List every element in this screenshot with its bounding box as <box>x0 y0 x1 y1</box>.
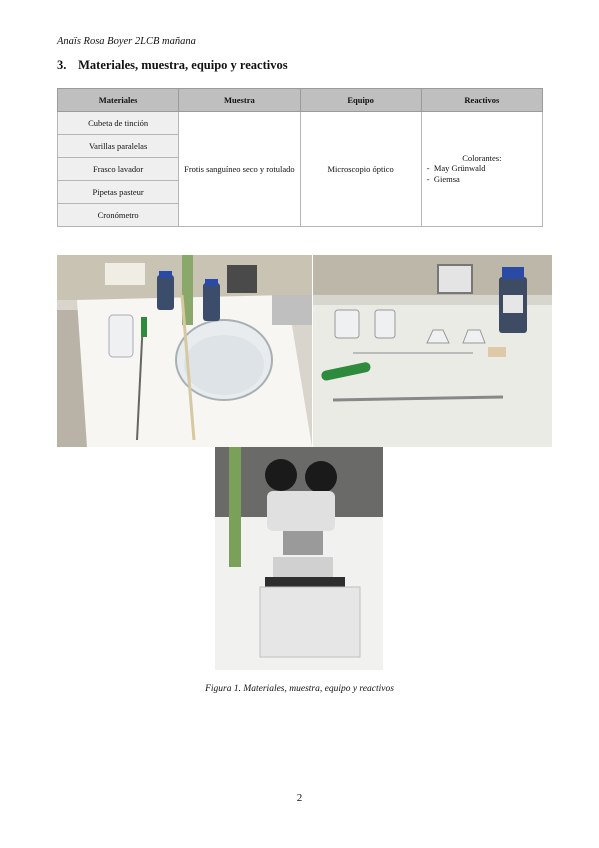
muestra-cell: Frotis sanguíneo seco y rotulado <box>179 112 300 227</box>
material-item: Frasco lavador <box>58 158 179 181</box>
material-item: Varillas paralelas <box>58 135 179 158</box>
page-number: 2 <box>296 792 303 804</box>
reactivos-title: Colorantes: <box>462 153 502 163</box>
table-header-row <box>58 89 543 112</box>
header-equipo: Equipo <box>300 89 421 112</box>
list-item: - Giemsa <box>426 174 460 184</box>
photo-staining-materials <box>57 255 312 447</box>
photo-glassware <box>313 255 552 447</box>
material-item: Cronómetro <box>58 204 179 227</box>
figure-caption: Figura 1. Materiales, muestra, equipo y reactivos <box>205 684 394 694</box>
equipo-cell: Microscopio óptico <box>300 112 421 227</box>
material-item: Pipetas pasteur <box>58 181 179 204</box>
section-number: 3. <box>57 58 67 72</box>
table-row <box>58 112 543 135</box>
header-reactivos: Reactivos <box>421 89 542 112</box>
list-item: - May Grünwald <box>426 163 486 173</box>
page-header: Anaïs Rosa Boyer 2LCB mañana <box>57 36 196 47</box>
photo-microscope <box>215 447 383 670</box>
header-materiales: Materiales <box>58 89 179 112</box>
section-title <box>57 58 288 73</box>
reactivos-list <box>425 163 539 185</box>
reactivos-cell <box>421 112 542 227</box>
header-muestra: Muestra <box>179 89 300 112</box>
materials-table <box>57 88 543 227</box>
section-title-text: Materiales, muestra, equipo y reactivos <box>78 58 288 72</box>
material-item: Cubeta de tinción <box>58 112 179 135</box>
